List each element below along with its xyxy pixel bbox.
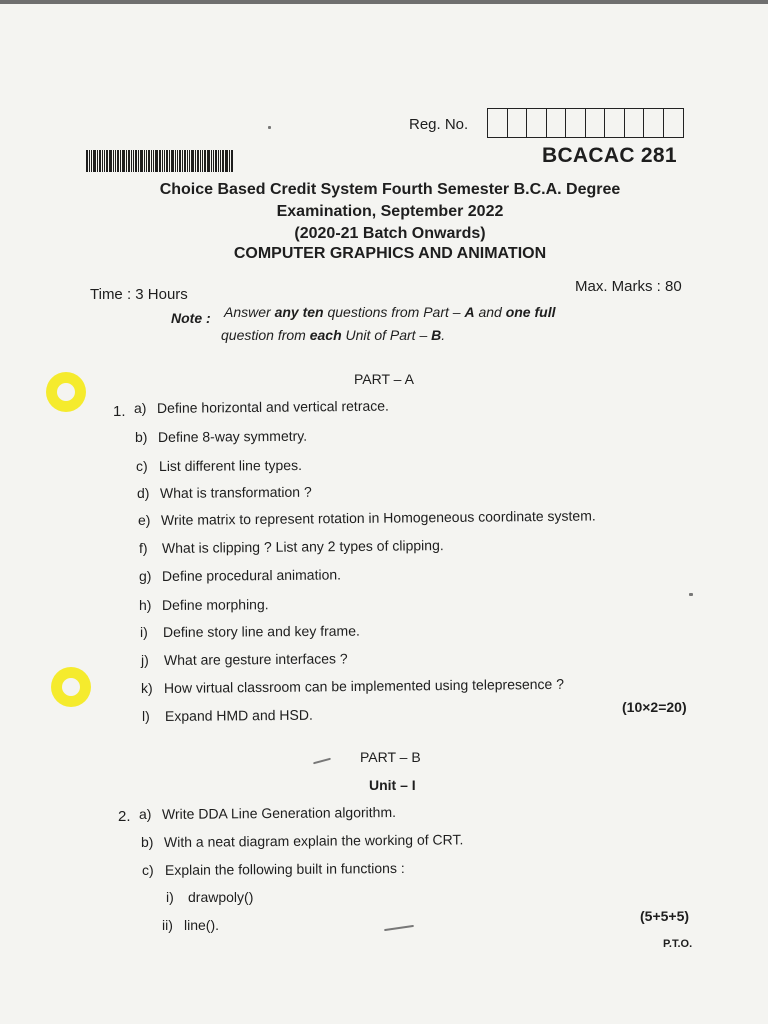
pto-mark: P.T.O.: [663, 938, 693, 950]
barcode-bar: [229, 150, 230, 172]
punch-hole-icon: [46, 372, 86, 412]
question-text: List different line types.: [158, 457, 302, 474]
barcode-bar: [166, 150, 168, 172]
barcode-bar: [109, 150, 112, 172]
barcode-bar: [138, 150, 139, 172]
question-text: Expand HMD and HSD.: [164, 706, 313, 724]
barcode-bar: [211, 150, 212, 172]
reg-no-digit-box: [586, 109, 606, 137]
barcode-bar: [117, 150, 119, 172]
unit-1-title: Unit – I: [369, 777, 416, 793]
barcode-bar: [122, 150, 125, 172]
reg-no-boxes: [487, 108, 684, 138]
barcode-bar: [146, 150, 147, 172]
question-text: What is transformation ?: [159, 483, 312, 501]
question-text: line().: [184, 917, 220, 933]
exam-title-line-2: Examination, September 2022: [276, 203, 504, 220]
barcode-bar: [191, 150, 194, 172]
question-letter: c): [142, 862, 154, 878]
barcode-bar: [175, 150, 176, 172]
reg-no-digit-box: [644, 109, 664, 137]
barcode-bar: [189, 150, 190, 172]
question-letter: ii): [162, 917, 173, 933]
question-text: Write DDA Line Generation algorithm.: [161, 803, 397, 822]
question-text: Define story line and key frame.: [162, 622, 360, 640]
question-letter: d): [137, 485, 150, 501]
reg-no-digit-box: [625, 109, 645, 137]
note-label: Note :: [171, 310, 211, 326]
barcode-bar: [106, 150, 108, 172]
question-letter: h): [139, 597, 152, 613]
barcode-bar: [89, 150, 90, 172]
barcode-bar: [179, 150, 181, 172]
question-text: With a neat diagram explain the working of CRT.: [163, 831, 464, 850]
question-text: Write matrix to represent rotation in Homogeneous coordinate system.: [160, 507, 596, 528]
question-text: Define 8-way symmetry.: [157, 427, 308, 445]
barcode-bar: [225, 150, 228, 172]
barcode-bar: [231, 150, 233, 172]
question-text: Define procedural animation.: [161, 566, 342, 584]
barcode-bar: [204, 150, 206, 172]
question-letter: j): [141, 652, 149, 668]
question-letter: a): [139, 806, 152, 822]
barcode-bar: [200, 150, 201, 172]
barcode-bar: [215, 150, 217, 172]
reg-no-digit-box: [508, 109, 528, 137]
barcode-bar: [91, 150, 92, 172]
reg-no-digit-box: [605, 109, 625, 137]
part-a-title: PART – A: [354, 371, 414, 387]
barcode-bar: [222, 150, 224, 172]
exam-batch: (2020-21 Batch Onwards): [294, 225, 486, 242]
question-text: What are gesture interfaces ?: [163, 650, 348, 668]
reg-no-digit-box: [527, 109, 547, 137]
question-text: Explain the following built in functions :: [164, 859, 405, 878]
barcode-bar: [133, 150, 134, 172]
exam-title-line-1: Choice Based Credit System Fourth Semester B.C.A. Degree: [159, 181, 621, 198]
barcode-bar: [97, 150, 98, 172]
barcode-bar: [115, 150, 116, 172]
barcode-bar: [164, 150, 165, 172]
barcode-bar: [171, 150, 174, 172]
barcode-bar: [151, 150, 152, 172]
reg-no-label: Reg. No.: [409, 116, 469, 133]
reg-no-digit-box: [488, 109, 508, 137]
question-text: Define horizontal and vertical retrace.: [156, 397, 389, 416]
question-letter: k): [141, 680, 153, 696]
barcode-bar: [184, 150, 186, 172]
note-line-2: question from each Unit of Part – B.: [221, 327, 446, 343]
question-letter: f): [139, 540, 148, 556]
question-text: Define morphing.: [161, 596, 269, 613]
barcode-bar: [162, 150, 163, 172]
question-text: What is clipping ? List any 2 types of clipping.: [161, 537, 444, 556]
barcode-bar: [187, 150, 188, 172]
barcode-bar: [148, 150, 150, 172]
barcode-bar: [102, 150, 103, 172]
barcode-bar: [140, 150, 143, 172]
barcode-bar: [99, 150, 101, 172]
question-1-number: 1.: [113, 403, 126, 420]
barcode-bar: [104, 150, 105, 172]
scan-speck: [384, 925, 414, 931]
question-letter: i): [140, 624, 148, 640]
question-letter: i): [166, 889, 174, 905]
scan-speck: [689, 593, 693, 596]
punch-hole-icon: [51, 667, 91, 707]
barcode-bar: [93, 150, 96, 172]
barcode-bar: [120, 150, 121, 172]
barcode-bar: [182, 150, 183, 172]
barcode-bar: [207, 150, 210, 172]
question-letter: e): [138, 512, 151, 528]
part-b-marks: (5+5+5): [640, 908, 690, 924]
barcode-bar: [113, 150, 114, 172]
question-letter: b): [141, 834, 154, 850]
subject-title: COMPUTER GRAPHICS AND ANIMATION: [233, 245, 547, 262]
question-letter: g): [139, 568, 152, 584]
barcode-bar: [135, 150, 137, 172]
question-text: How virtual classroom can be implemented using telepresence ?: [163, 675, 565, 696]
part-b-title: PART – B: [360, 749, 421, 765]
question-letter: a): [134, 400, 147, 416]
scan-edge: [0, 0, 768, 4]
barcode-bar: [144, 150, 145, 172]
time-duration: Time : 3 Hours: [90, 286, 188, 303]
reg-no-digit-box: [566, 109, 586, 137]
barcode: [86, 150, 240, 172]
barcode-bar: [153, 150, 154, 172]
barcode-bar: [177, 150, 178, 172]
barcode-bar: [155, 150, 158, 172]
question-letter: l): [142, 708, 150, 724]
reg-no-digit-box: [547, 109, 567, 137]
max-marks: Max. Marks : 80: [575, 278, 682, 295]
note-line-1: Answer any ten questions from Part – A and one full: [224, 304, 556, 320]
barcode-bar: [86, 150, 88, 172]
barcode-bar: [131, 150, 132, 172]
reg-no-digit-box: [664, 109, 684, 137]
barcode-bar: [202, 150, 203, 172]
barcode-bar: [220, 150, 221, 172]
scan-speck: [268, 126, 271, 129]
part-a-marks: (10×2=20): [622, 699, 687, 715]
paper-code: BCACAC 281: [542, 144, 677, 167]
barcode-bar: [128, 150, 130, 172]
question-letter: b): [135, 429, 148, 445]
barcode-bar: [195, 150, 196, 172]
barcode-bar: [169, 150, 170, 172]
barcode-bar: [213, 150, 214, 172]
question-text: drawpoly(): [188, 889, 254, 905]
barcode-bar: [126, 150, 127, 172]
barcode-bar: [159, 150, 161, 172]
barcode-bar: [197, 150, 199, 172]
barcode-bar: [218, 150, 219, 172]
question-letter: c): [136, 458, 148, 474]
scan-speck: [313, 758, 331, 765]
question-2-number: 2.: [118, 808, 131, 825]
